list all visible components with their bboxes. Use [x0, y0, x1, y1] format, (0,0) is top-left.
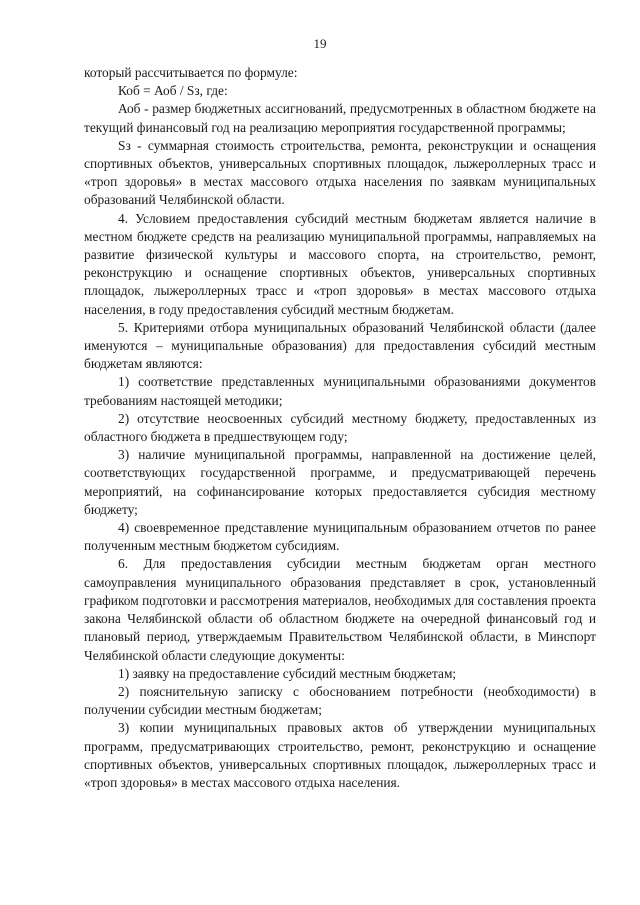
- list-item-5-4: 4) своевременное представление муниципальным образованием отчетов по ранее полученным местным бюджетом субсидиям.: [84, 520, 596, 554]
- list-item-5-3: 3) наличие муниципальной программы, направленной на достижение целей, соответствующих государственной программе, и предусматривающей перечень мероприятий, на софинансирование которых предоставляется субсидия местному бюджету;: [84, 447, 596, 517]
- list-item-6-3: 3) копии муниципальных правовых актов об утверждении муниципальных программ, предусматривающих строительство, ремонт, реконструкцию и оснащение спортивных объектов, универсальных спортивных площадок, лыжероллерных трасс и «троп здоровья» в местах массового отдыха населения.: [84, 720, 596, 790]
- document-body: [84, 64, 596, 792]
- paragraph-aob-definition: Аоб - размер бюджетных ассигнований, предусмотренных в областном бюджете на текущий финансовый год на реализацию мероприятия государственной программы;: [84, 101, 596, 135]
- paragraph-section-4: 4. Условием предоставления субсидий местным бюджетам является наличие в местном бюджете средств на реализацию муниципальной программы, направляемых на развитие физической культуры и массового спорта, на строительство, ремонт, реконструкцию и оснащение спортивных объектов, универсальных спортивных площадок, лыжероллерных трасс и «троп здоровья» в местах массового отдыха населения, в году предоставления субсидий местным бюджетам.: [84, 210, 596, 317]
- paragraph-section-6: 6. Для предоставления субсидии местным бюджетам орган местного самоуправления муниципального образования представляет в срок, установленный графиком подготовки и рассмотрения материалов, необходимых для составления проекта закона Челябинской области об областном бюджете на очередной финансовый год и плановый период, утверждаемым Правительством Челябинской области, в Минспорт Челябинской области следующие документы:: [84, 556, 596, 663]
- paragraph-sz-definition: Sз - суммарная стоимость строительства, ремонта, реконструкции и оснащения спортивных объектов, универсальных спортивных площадок, лыжероллерных трасс и «троп здоровья» в местах массового отдыха населения по заявкам муниципальных образований Челябинской области.: [84, 137, 596, 208]
- list-item-6-1: 1) заявку на предоставление субсидий местным бюджетам;: [118, 665, 457, 681]
- page-number: 19: [313, 36, 327, 51]
- list-item-5-2: 2) отсутствие неосвоенных субсидий местному бюджету, предоставленных из областного бюджета в предшествующем году;: [84, 410, 596, 445]
- list-item-5-1: 1) соответствие представленных муниципальными образованиями документов требованиям настоящей методики;: [84, 374, 596, 408]
- formula: Коб = Аоб / Sз, где:: [118, 83, 228, 99]
- paragraph-formula-intro: который рассчитывается по формуле:: [84, 65, 298, 80]
- list-item-6-2: 2) пояснительную записку с обоснованием потребности (необходимости) в получении субсидии местным бюджетам;: [84, 683, 596, 718]
- paragraph-section-5: 5. Критериями отбора муниципальных образований Челябинской области (далее именуются – муниципальные образования) для предоставления субсидий местным бюджетам являются:: [84, 319, 596, 372]
